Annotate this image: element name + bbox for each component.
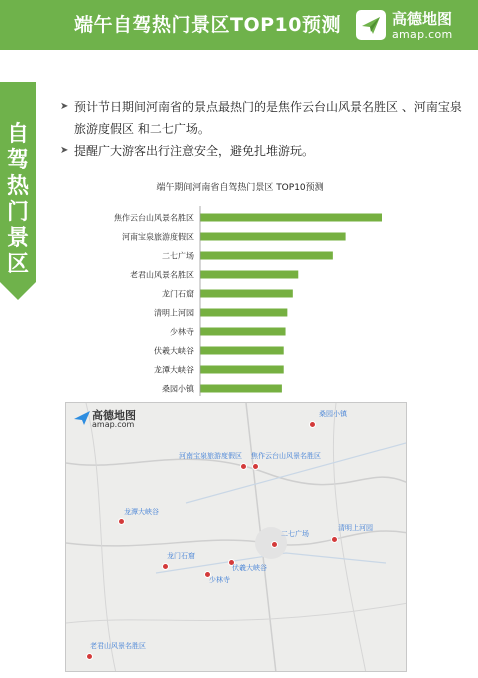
amap-logo: [356, 10, 386, 40]
chart-title: 端午期间河南省自驾热门景区 TOP10预测: [156, 183, 324, 193]
category-label: 伏羲大峡谷: [154, 346, 194, 356]
map-pin[interactable]: [309, 421, 316, 428]
map-logo-domain: amap.com: [92, 420, 135, 429]
map-place-label: 二七广场: [281, 530, 309, 538]
category-label: 龙门石窟: [162, 289, 194, 299]
category-label: 老君山风景名胜区: [130, 270, 194, 280]
bar: [200, 233, 346, 241]
bullet-item: [60, 140, 465, 162]
bar: [200, 347, 284, 355]
map-place-label: 河南宝泉旅游度假区: [179, 452, 242, 460]
arrow-icon: ➤: [60, 145, 69, 156]
map-place-label: 伏羲大峡谷: [232, 564, 267, 572]
paper-plane-icon: [356, 10, 386, 40]
bar: [200, 271, 298, 279]
arrow-icon: ➤: [60, 101, 69, 112]
bullet-text: 提醒广大游客出行注意安全，避免扎堆游玩。: [74, 144, 315, 158]
category-label: 桑园小镇: [162, 384, 194, 394]
map-pin[interactable]: [86, 653, 93, 660]
map-place-label: 龙潭大峡谷: [124, 508, 159, 516]
bar: [200, 385, 282, 393]
map-roads: [66, 403, 407, 672]
summary-bullets: [60, 96, 465, 162]
logo-domain: amap.com: [392, 28, 453, 41]
map-pin[interactable]: [118, 518, 125, 525]
category-label: 少林寺: [170, 327, 194, 337]
map-pin[interactable]: [240, 463, 247, 470]
map-place-label: 桑园小镇: [319, 410, 347, 418]
map-pin[interactable]: [271, 541, 278, 548]
bar: [200, 290, 293, 298]
map-place-label: 少林寺: [209, 576, 230, 584]
map-place-label: 焦作云台山风景名胜区: [251, 452, 321, 460]
logo-text: 高德地图: [392, 10, 453, 28]
page-title: 端午自驾热门景区TOP10预测: [74, 14, 341, 36]
map-place-label: 龙门石窟: [167, 552, 195, 560]
category-label: 清明上河园: [154, 308, 194, 318]
map-pin[interactable]: [331, 536, 338, 543]
category-label: 龙潭大峡谷: [154, 365, 194, 375]
category-label: 河南宝泉旅游度假区: [122, 232, 194, 242]
page-header: [0, 0, 478, 50]
bar: [200, 252, 333, 260]
location-map[interactable]: [65, 402, 407, 672]
bar: [200, 214, 382, 222]
bullet-text: 预计节日期间河南省的景点最热门的是焦作云台山风景名胜区 、河南宝泉旅游度假区 和二七广场。: [74, 100, 462, 136]
map-pin[interactable]: [162, 563, 169, 570]
category-label: 二七广场: [162, 251, 194, 261]
paper-plane-icon: [74, 411, 90, 425]
category-label: 焦作云台山风景名胜区: [114, 213, 194, 223]
map-pin[interactable]: [252, 463, 259, 470]
bar: [200, 366, 284, 374]
map-place-label: 清明上河园: [338, 524, 373, 532]
section-label: 自驾热门景区: [6, 122, 29, 277]
bullet-item: [60, 96, 465, 140]
bar: [200, 309, 287, 317]
map-logo-text: 高德地图: [92, 409, 136, 422]
bar-chart: [60, 196, 420, 396]
bar: [200, 328, 286, 336]
map-place-label: 老君山风景名胜区: [90, 642, 146, 650]
